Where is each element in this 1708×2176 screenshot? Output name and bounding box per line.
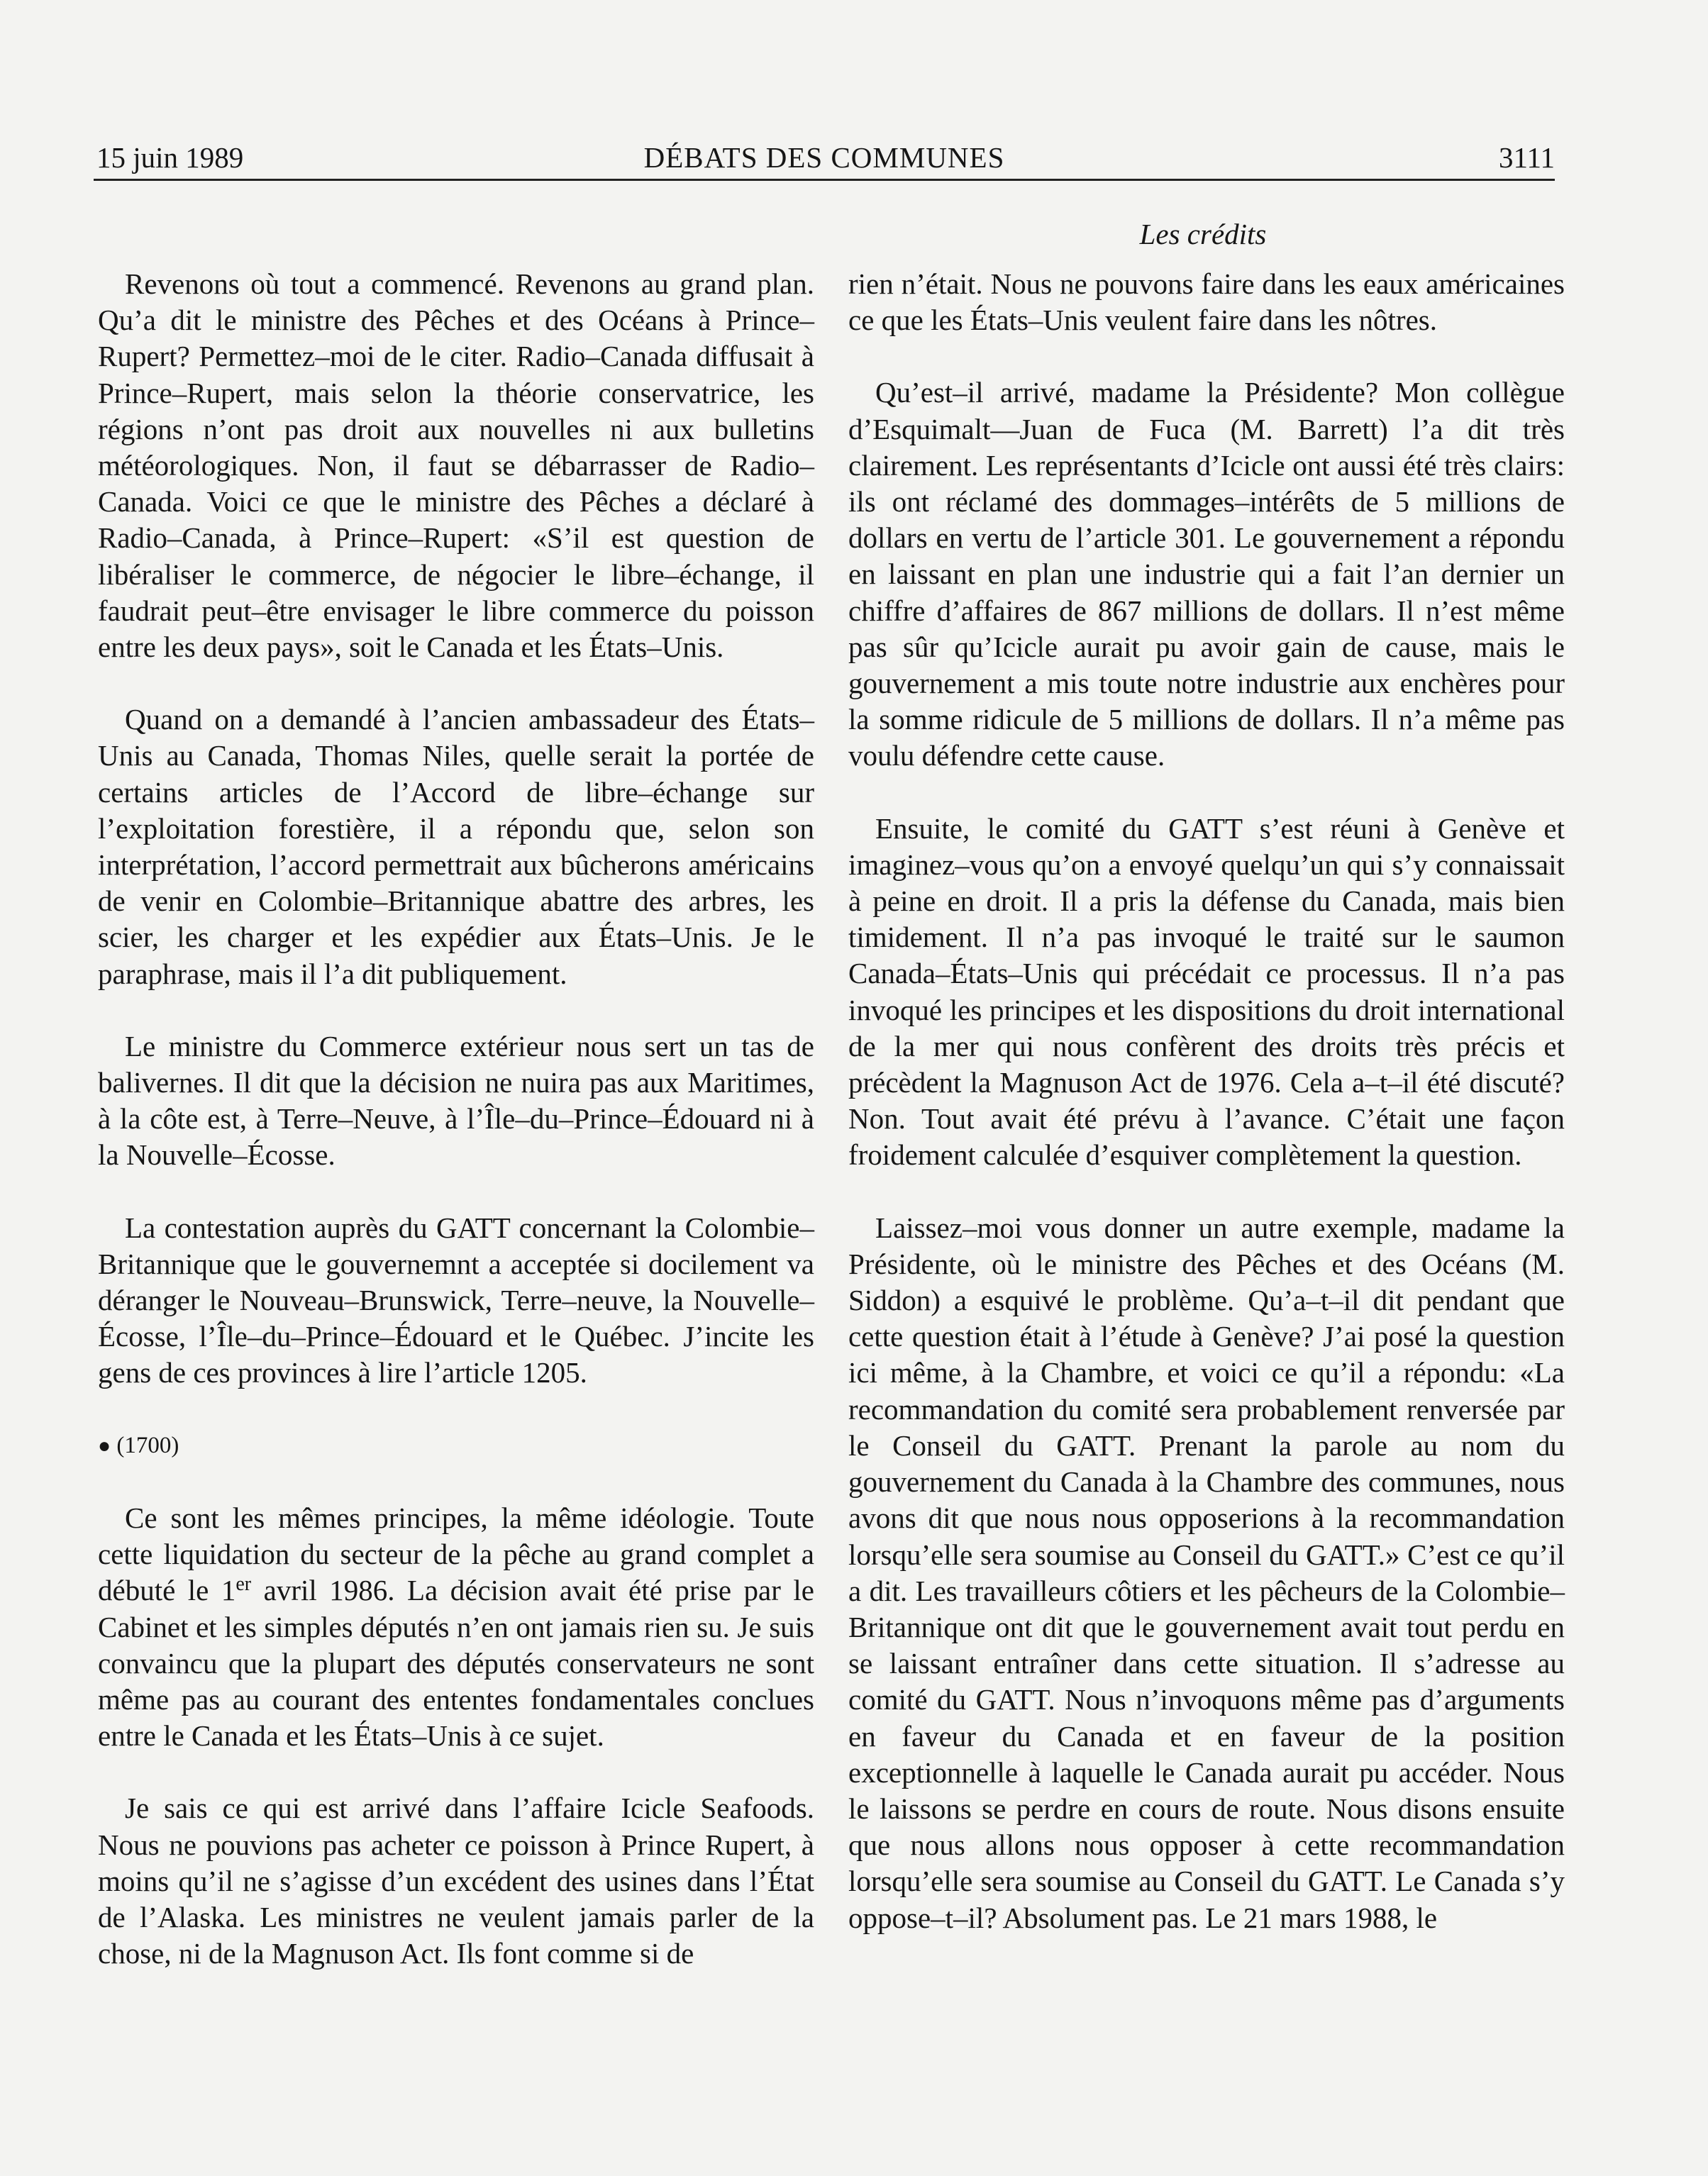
header-journal-title: DÉBATS DES COMMUNES (643, 141, 1005, 174)
time-marker-text: (1700) (116, 1432, 179, 1458)
paragraph-text: Ce sont les mêmes principes, la même idéologie. Toute cette liquidation du secteur de la pêche au grand complet a débuté le 1 (98, 1501, 814, 1607)
paragraph: Ensuite, le comité du GATT s’est réuni à Genève et imaginez–vous qu’on a envoyé quelqu’un qui s’y connaissait à peine en droit. Il a pris la défense du Canada, mais bien timidement. Il n’a pas invoqué le traité sur le saumon Canada–États–Unis qui précédait ce processus. Il n’a pas invoqué les principes et les dispositions du droit international de la mer qui nous confèrent des droits très précis et précèdent la Magnuson Act de 1976. Cela a–t–il été discuté? Non. Tout avait été prévu à l’avance. C’était une façon froidement calculée d’esquiver complètement la question. (848, 811, 1565, 1172)
paragraph: Revenons où tout a commencé. Revenons au grand plan. Qu’a dit le ministre des Pêches et des Océans à Prince–Rupert? Permettez–moi de le citer. Radio–Canada diffusait à Prince–Rupert, mais selon la théorie conservatrice, les régions n’ont pas droit aux nouvelles ni aux bulletins météorologiques. Non, il faut se débarrasser de Radio–Canada. Voici ce que le ministre des Pêches a déclaré à Radio–Canada, à Prince–Rupert: «S’il est question de libéraliser le commerce, de négocier le libre–échange, il faudrait peut–être envisager le libre commerce du poisson entre les deux pays», soit le Canada et les États–Unis. (98, 267, 814, 664)
header-date: 15 juin 1989 (96, 141, 244, 174)
bullet-icon: ● (98, 1433, 111, 1458)
paragraph (98, 1500, 814, 1754)
paragraph: Qu’est–il arrivé, madame la Présidente? Mon collègue d’Esquimalt—Juan de Fuca (M. Barrett) l’a dit très clairement. Les représentants d’Icicle ont aussi été très clairs: ils ont réclamé des dommages–intérêts de 5 millions de dollars en vertu de l’article 301. Le gouvernement a répondu en laissant en plan une industrie qui a fait l’an dernier un chiffre d’affaires de 867 millions de dollars. Il n’est même pas sûr qu’Icicle aurait pu avoir gain de cause, mais le gouvernement a mis toute notre industrie aux enchères pour la somme ridicule de 5 millions de dollars. Il n’a même pas voulu défendre cette cause. (848, 376, 1565, 772)
paragraph: rien n’était. Nous ne pouvons faire dans les eaux américaines ce que les États–Unis veulent faire dans les nôtres. (848, 267, 1565, 337)
right-column (848, 266, 1565, 1972)
left-column (98, 266, 814, 2008)
paragraph: La contestation auprès du GATT concernant la Colombie–Britannique que le gouvernemnt a acceptée si docilement va déranger le Nouveau–Brunswick, Terre–neuve, la Nouvelle–Écosse, l’Île–du–Prince–Édouard et le Québec. J’incite les gens de ces provinces à lire l’article 1205. (98, 1211, 814, 1389)
header-rule (94, 179, 1555, 181)
time-marker (98, 1428, 814, 1464)
section-title: Les crédits (1139, 218, 1267, 250)
paragraph: Laissez–moi vous donner un autre exemple, madame la Présidente, où le ministre des Pêches et des Océans (M. Siddon) a esquivé le problème. Qu’a–t–il dit pendant que cette question était à l’étude à Genève? J’ai posé la question ici même, à la Chambre, et voici ce qu’il a répondu: «La recommandation du comité sera probablement renversée par le Conseil du GATT. Prenant la parole au nom du gouvernement du Canada à la Chambre des communes, nous avons dit que nous nous opposerions à la recommandation lorsqu’elle sera soumise au Conseil du GATT.» C’est ce qu’il a dit. Les travailleurs côtiers et les pêcheurs de la Colombie–Britannique ont dit que le gouvernement avait tout perdu en se laissant entraîner dans cette situation. Il s’adresse au comité du GATT. Nous n’invoquons même pas d’arguments en faveur du Canada et en faveur de la position exceptionnelle à laquelle le Canada aurait pu accéder. Nous le laissons se perdre en cours de route. Nous disons ensuite que nous allons nous opposer à cette recommandation lorsqu’elle sera soumise au Conseil du GATT. Le Canada s’y oppose–t–il? Absolument pas. Le 21 mars 1988, le (848, 1211, 1565, 1934)
paragraph-text: avril 1986. La décision avait été prise par le Cabinet et les simples députés n’en ont jamais rien su. Je suis convaincu que la plupart des députés conservateurs ne sont même pas au courant des ententes fondamentales conclues entre le Canada et les États–Unis à ce sujet. (98, 1574, 814, 1753)
header-page-number: 3111 (1499, 141, 1555, 174)
paragraph: Le ministre du Commerce extérieur nous sert un tas de balivernes. Il dit que la décision ne nuira pas aux Maritimes, à la côte est, à Terre–Neuve, à l’Île–du–Prince–Édouard ni à la Nouvelle–Écosse. (98, 1029, 814, 1172)
paragraph: Je sais ce qui est arrivé dans l’affaire Icicle Seafoods. Nous ne pouvions pas acheter ce poisson à Prince Rupert, à moins qu’il ne s’agisse d’un excédent des usines dans l’État de l’Alaska. Les ministres ne veulent jamais parler de la chose, ni de la Magnuson Act. Ils font comme si de (98, 1792, 814, 1970)
paragraph: Quand on a demandé à l’ancien ambassadeur des États–Unis au Canada, Thomas Niles, quelle serait la portée de certains articles de l’Accord de libre–échange sur l’exploitation forestière, il a répondu que, selon son interprétation, l’accord permettrait aux bûcherons américains de venir en Colombie–Britannique abattre des arbres, les scier, les charger et les expédier aux États–Unis. Je le paraphrase, mais il l’a dit publiquement. (98, 703, 814, 990)
superscript: er (235, 1573, 252, 1596)
running-header (94, 139, 1555, 176)
